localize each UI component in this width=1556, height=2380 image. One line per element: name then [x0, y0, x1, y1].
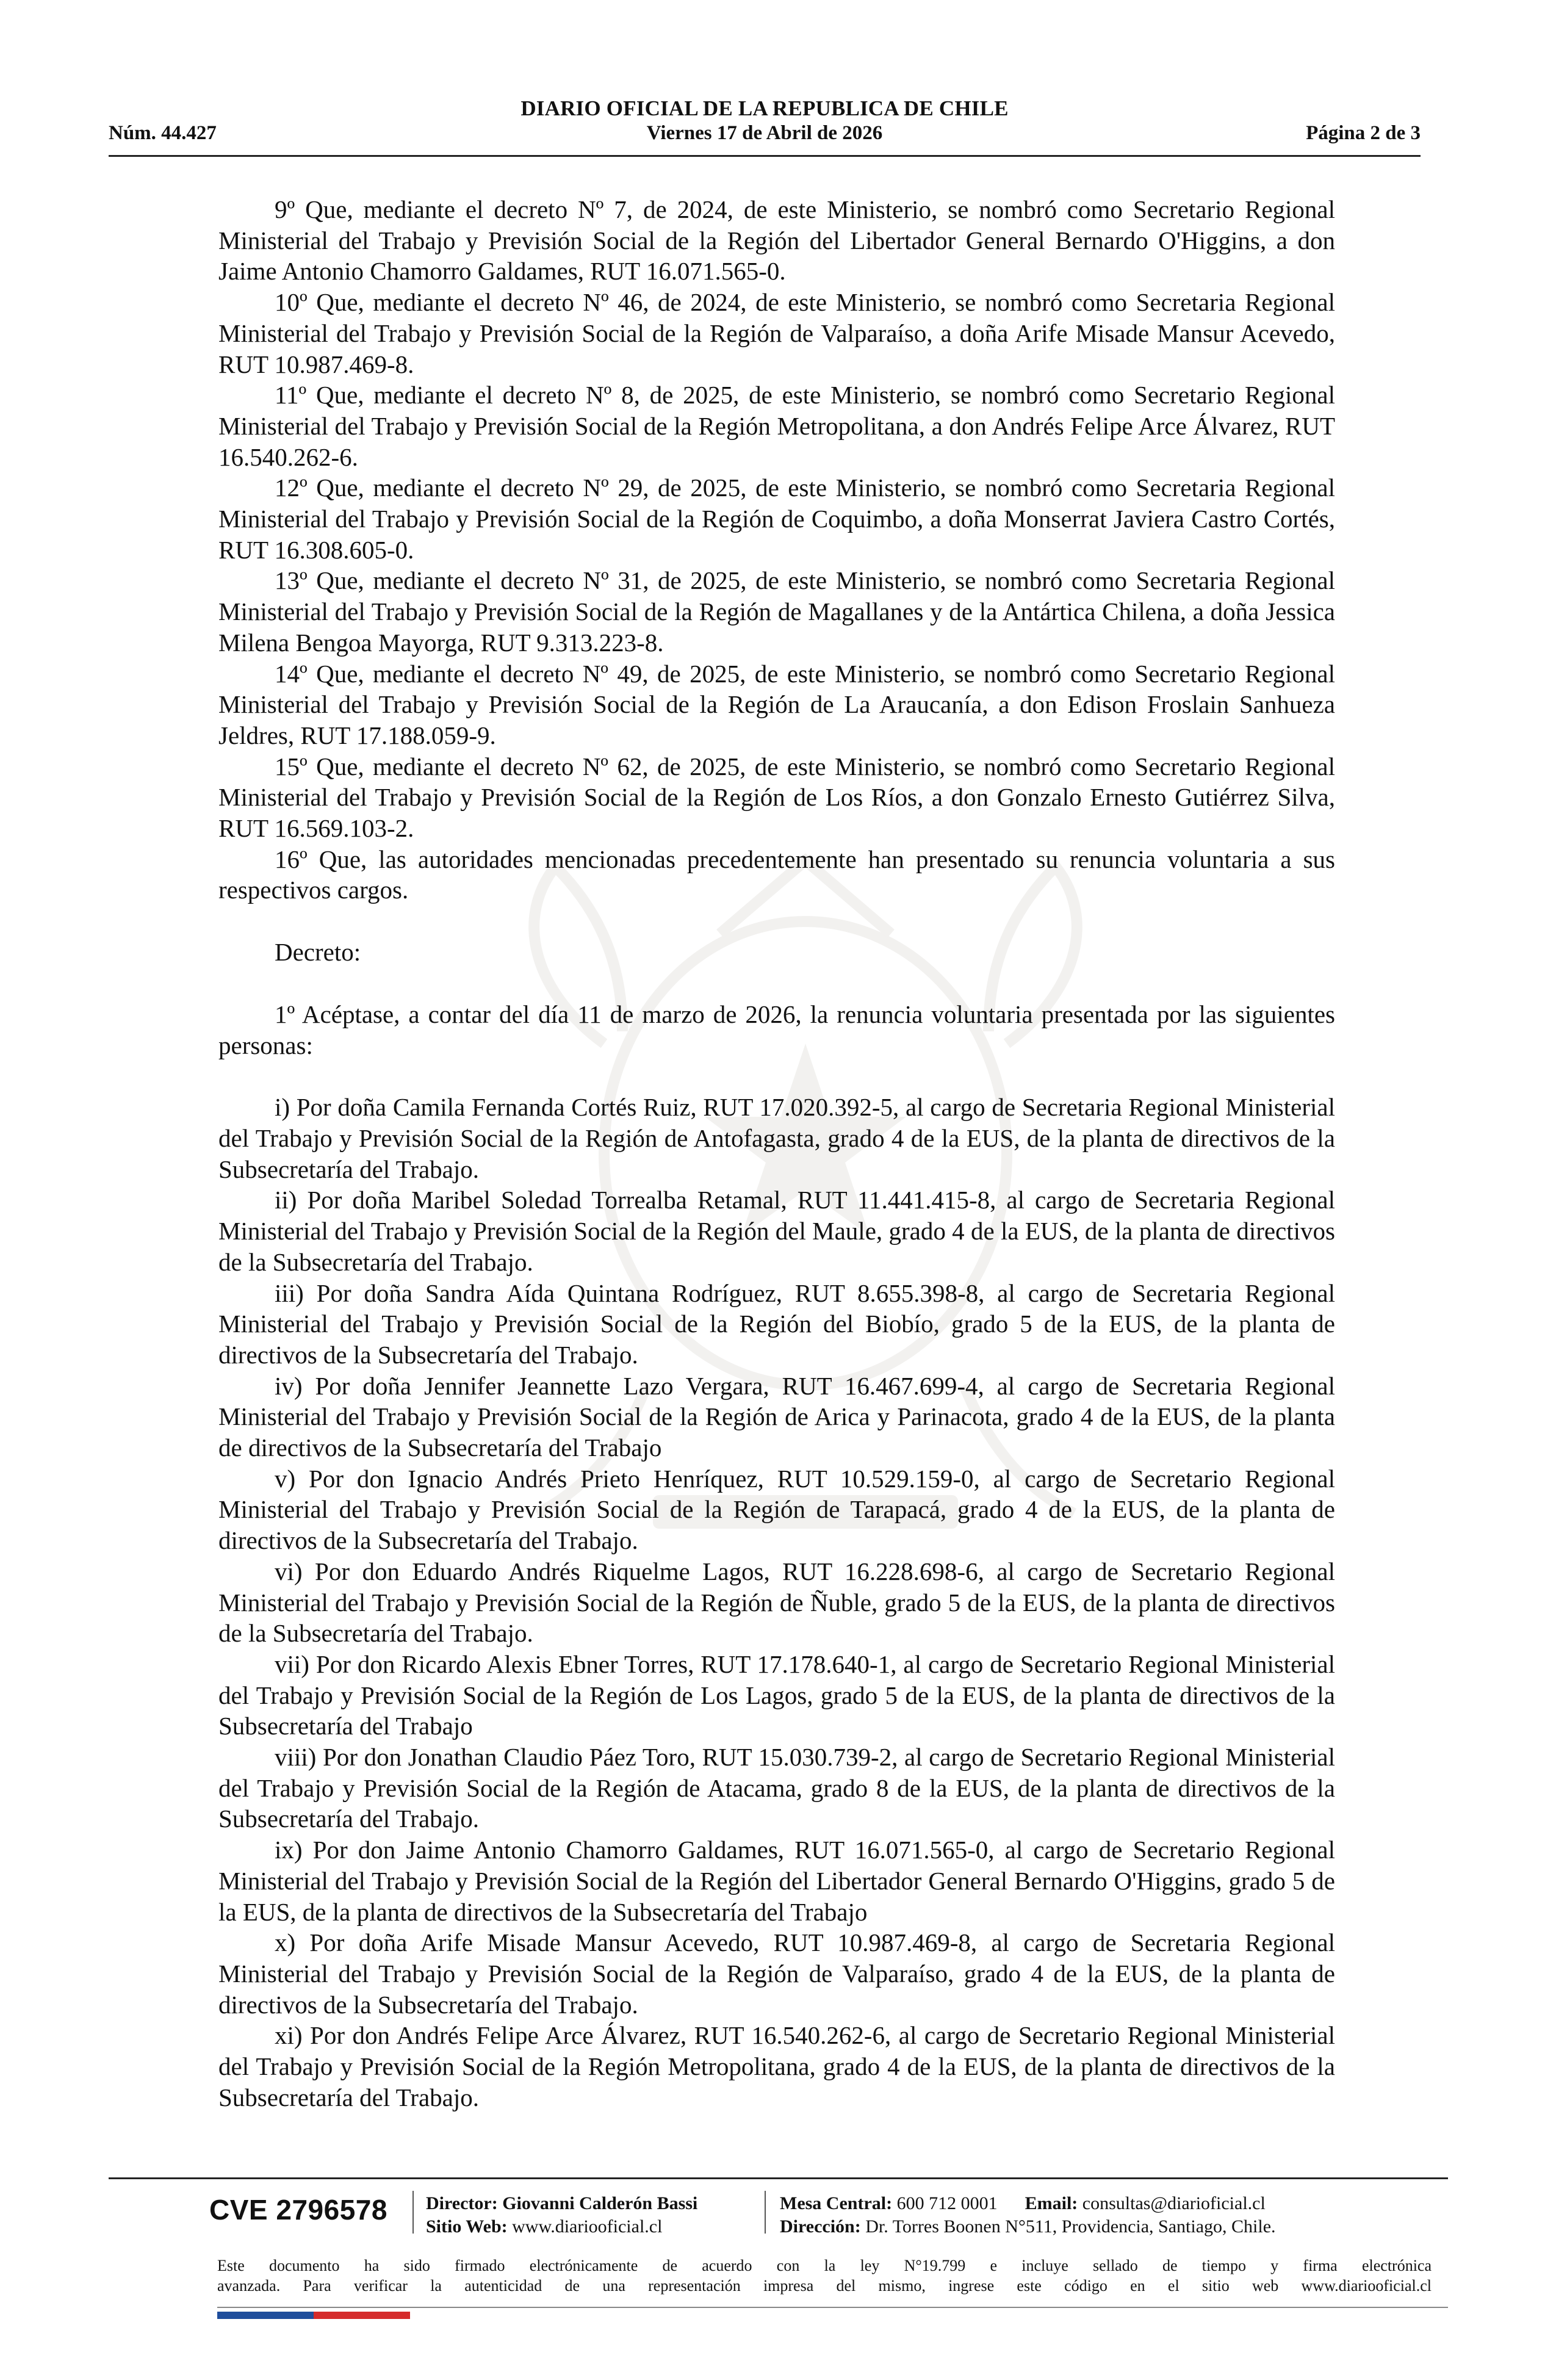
- resignation-item-xi: xi) Por don Andrés Felipe Arce Álvarez, RUT 16.540.262-6, al cargo de Secretario Regional Ministerial del Trabajo y Previsión Social de la Región Metropolitana, grado 4 de la EUS, de la planta de directivos de la Subsecretaría del Trabajo.: [218, 2021, 1335, 2111]
- mesa-central-value: 600 712 0001: [896, 2193, 998, 2213]
- footer-separator: [765, 2191, 766, 2234]
- header-divider: [109, 155, 1421, 157]
- resignation-item-viii: viii) Por don Jonathan Claudio Páez Toro, RUT 15.030.739-2, al cargo de Secretario Regional Ministerial del Trabajo y Previsión Social de la Región de Atacama, grado 8 de la EUS, de la planta de directivos de la Subsecretaría del Trabajo.: [218, 1743, 1335, 1833]
- resignation-item-v: v) Por don Ignacio Andrés Prieto Henríquez, RUT 10.529.159-0, al cargo de Secretario Regional Ministerial del Trabajo y Previsión Social de la Región de Tarapacá, grado 4 de la EUS, de la planta de directivos de la Subsecretaría del Trabajo.: [218, 1464, 1335, 1555]
- resignation-item-vi: vi) Por don Eduardo Andrés Riquelme Lagos, RUT 16.228.698-6, al cargo de Secretario Regional Ministerial del Trabajo y Previsión Social de la Región de Ñuble, grado 5 de la EUS, de la planta de directivos de la Subsecretaría del Trabajo.: [218, 1557, 1335, 1648]
- flag-stripe-red: [314, 2312, 410, 2319]
- considerando-15: 15º Que, mediante el decreto Nº 62, de 2025, de este Ministerio, se nombró como Secretario Regional Ministerial del Trabajo y Previsión Social de la Región de Los Ríos, a don Gonzalo Ernesto Gutiérrez Silva, RUT 16.569.103-2.: [218, 752, 1335, 843]
- flag-stripe-blue: [217, 2312, 314, 2319]
- director-name: Giovanni Calderón Bassi: [502, 2193, 698, 2213]
- resignation-item-vii: vii) Por don Ricardo Alexis Ebner Torres, RUT 17.178.640-1, al cargo de Secretario Regional Ministerial del Trabajo y Previsión Social de la Región de Los Lagos, grado 5 de la EUS, de la planta de directivos de la Subsecretaría del Trabajo: [218, 1650, 1335, 1740]
- address-line: [780, 2215, 1276, 2238]
- page-indicator: Página 2 de 3: [1306, 122, 1421, 144]
- resignation-item-i: i) Por doña Camila Fernanda Cortés Ruiz, RUT 17.020.392-5, al cargo de Secretaria Regional Ministerial del Trabajo y Previsión Social de la Región de Antofagasta, grado 4 de la EUS, de la planta de directivos de la Subsecretaría del Trabajo.: [218, 1093, 1335, 1183]
- website-label: Sitio Web:: [426, 2216, 508, 2237]
- considerando-13: 13º Que, mediante el decreto Nº 31, de 2025, de este Ministerio, se nombró como Secretaria Regional Ministerial del Trabajo y Previsión Social de la Región de Magallanes y de la Antártica Chilena, a doña Jessica Milena Bengoa Mayorga, RUT 9.313.223-8.: [218, 566, 1335, 657]
- address-value: Dr. Torres Boonen N°511, Providencia, Santiago, Chile.: [865, 2216, 1276, 2237]
- address-label: Dirección:: [780, 2216, 861, 2237]
- mesa-central-label: Mesa Central:: [780, 2193, 893, 2213]
- page-footer: [109, 2177, 1451, 2324]
- issue-number: Núm. 44.427: [109, 122, 217, 144]
- email-label: Email:: [1025, 2193, 1078, 2213]
- note-line-1: Este documento ha sido firmado electrónicamente de acuerdo con la ley N°19.799 e incluye sellado de tiempo y firma electrónica: [217, 2257, 1432, 2274]
- document-body: [218, 194, 1335, 2113]
- considerando-11: 11º Que, mediante el decreto Nº 8, de 2025, de este Ministerio, se nombró como Secretario Regional Ministerial del Trabajo y Previsión Social de la Región Metropolitana, a don Andrés Felipe Arce Álvarez, RUT 16.540.262-6.: [218, 381, 1335, 471]
- considerando-10: 10º Que, mediante el decreto Nº 46, de 2024, de este Ministerio, se nombró como Secretaria Regional Ministerial del Trabajo y Previsión Social de la Región de Valparaíso, a doña Arife Misade Mansur Acevedo, RUT 10.987.469-8.: [218, 288, 1335, 378]
- website-link[interactable]: www.diariooficial.cl: [512, 2216, 663, 2237]
- newspaper-title: DIARIO OFICIAL DE LA REPUBLICA DE CHILE: [520, 96, 1009, 120]
- footer-bottom-rule: [217, 2307, 1448, 2308]
- cve-code: CVE 2796578: [209, 2194, 387, 2226]
- article-1-intro: 1º Acéptase, a contar del día 11 de marzo de 2026, la renuncia voluntaria presentada por las siguientes personas:: [218, 1000, 1335, 1059]
- resignation-item-ii: ii) Por doña Maribel Soledad Torrealba Retamal, RUT 11.441.415-8, al cargo de Secretaria Regional Ministerial del Trabajo y Previsión Social de la Región del Maule, grado 4 de la EUS, de la planta de directivos de la Subsecretaría del Trabajo.: [218, 1186, 1335, 1276]
- footer-director-block: [426, 2192, 697, 2238]
- email-link[interactable]: consultas@diarioficial.cl: [1082, 2193, 1266, 2213]
- resignation-item-iii: iii) Por doña Sandra Aída Quintana Rodríguez, RUT 8.655.398-8, al cargo de Secretaria Regional Ministerial del Trabajo y Previsión Social de la Región del Biobío, grado 5 de la EUS, de la planta de directivos de la Subsecretaría del Trabajo.: [218, 1278, 1335, 1369]
- page-header: [109, 92, 1421, 159]
- resignation-item-iv: iv) Por doña Jennifer Jeannette Lazo Vergara, RUT 16.467.699-4, al cargo de Secretaria Regional Ministerial del Trabajo y Previsión Social de la Región de Arica y Parinacota, grado 4 de la EUS, de la planta de directivos de la Subsecretaría del Trabajo: [218, 1371, 1335, 1462]
- website-line: [426, 2215, 697, 2238]
- contact-line: [780, 2192, 1276, 2215]
- footer-divider: [109, 2177, 1448, 2179]
- director-label: Director:: [426, 2193, 498, 2213]
- considerando-16: 16º Que, las autoridades mencionadas precedentemente han presentado su renuncia voluntaria a sus respectivos cargos.: [218, 845, 1335, 904]
- considerando-12: 12º Que, mediante el decreto Nº 29, de 2025, de este Ministerio, se nombró como Secretaria Regional Ministerial del Trabajo y Previsión Social de la Región de Coquimbo, a doña Monserrat Javiera Castro Cortés, RUT 16.308.605-0.: [218, 474, 1335, 564]
- note-line-2: avanzada. Para verificar la autenticidad de una representación impresa del mismo, ingrese este código en el sitio web www.diariooficial.cl: [217, 2277, 1432, 2295]
- considerando-14: 14º Que, mediante el decreto Nº 49, de 2025, de este Ministerio, se nombró como Secretario Regional Ministerial del Trabajo y Previsión Social de la Región de La Araucanía, a don Edison Froslain Sanhueza Jeldres, RUT 17.188.059-9.: [218, 659, 1335, 749]
- header-info-row: [109, 122, 1421, 149]
- decreto-heading: Decreto:: [275, 938, 361, 967]
- footer-separator: [412, 2191, 414, 2234]
- director-line: [426, 2192, 697, 2215]
- footer-contact-block: [780, 2192, 1276, 2238]
- issue-date: Viernes 17 de Abril de 2026: [646, 122, 883, 144]
- resignation-item-ix: ix) Por don Jaime Antonio Chamorro Galdames, RUT 16.071.565-0, al cargo de Secretario Regional Ministerial del Trabajo y Previsión Social de la Región del Libertador General Bernardo O'Higgins, grado 5 de la EUS, de la planta de directivos de la Subsecretaría del Trabajo: [218, 1836, 1335, 1926]
- electronic-signature-note: [217, 2256, 1432, 2296]
- considerando-9: 9º Que, mediante el decreto Nº 7, de 2024, de este Ministerio, se nombró como Secretario Regional Ministerial del Trabajo y Previsión Social de la Región del Libertador General Bernardo O'Higgins, a don Jaime Antonio Chamorro Galdames, RUT 16.071.565-0.: [218, 195, 1335, 286]
- resignation-item-x: x) Por doña Arife Misade Mansur Acevedo, RUT 10.987.469-8, al cargo de Secretaria Regional Ministerial del Trabajo y Previsión Social de la Región de Valparaíso, grado 4 de la EUS, de la planta de directivos de la Subsecretaría del Trabajo.: [218, 1928, 1335, 2019]
